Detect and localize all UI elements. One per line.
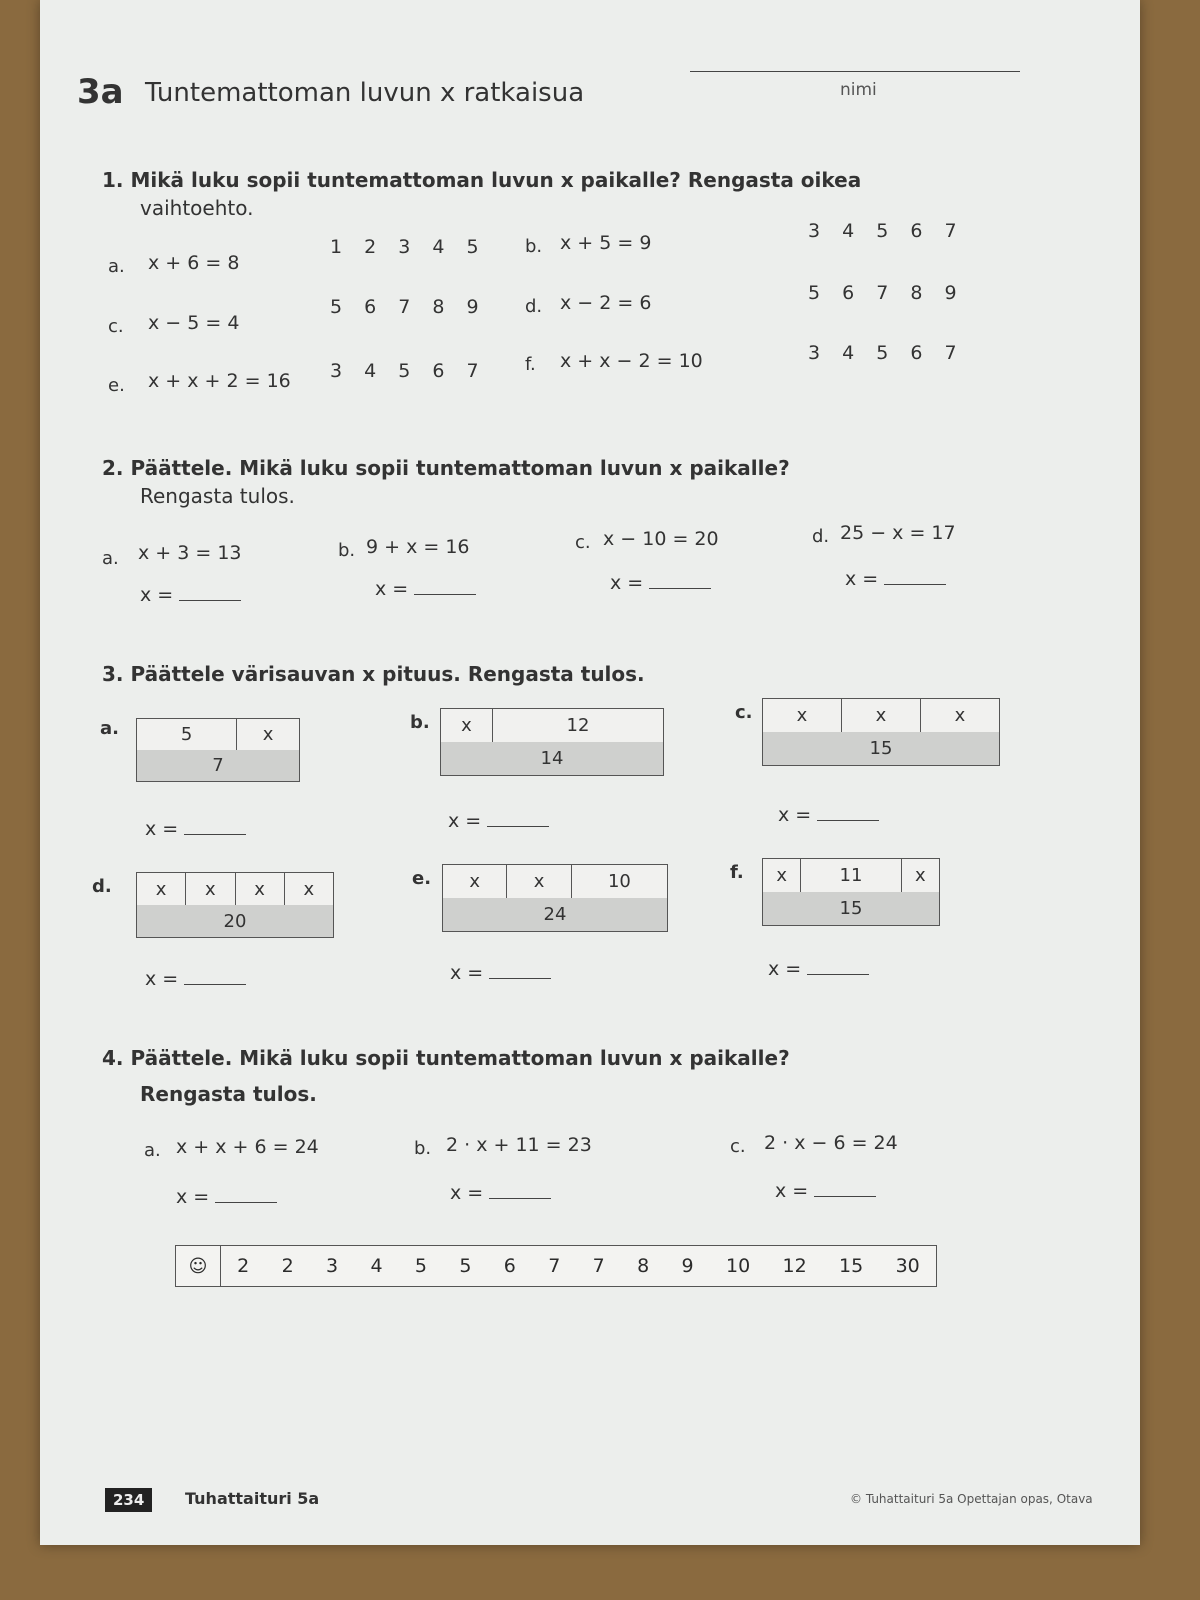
bar-segment: x bbox=[763, 859, 801, 892]
task1-a-label: a. bbox=[108, 256, 125, 277]
task3-title: 3. Päättele värisauvan x pituus. Rengasta tulos. bbox=[102, 662, 645, 686]
task4-c-equation: 2 · x − 6 = 24 bbox=[764, 1132, 898, 1154]
task3-b-answer[interactable]: x = bbox=[448, 810, 549, 832]
task2-a-answer[interactable]: x = bbox=[140, 584, 241, 606]
number-option[interactable]: 15 bbox=[839, 1255, 864, 1277]
number-option[interactable]: 8 bbox=[637, 1255, 650, 1277]
task1-a-equation: x + 6 = 8 bbox=[148, 252, 240, 274]
bar-total: 15 bbox=[839, 898, 863, 919]
number-option[interactable]: 9 bbox=[681, 1255, 694, 1277]
task2-c-label: c. bbox=[575, 532, 591, 553]
bar-segment: 11 bbox=[801, 859, 901, 892]
task3-c-label: c. bbox=[735, 702, 753, 723]
task1-title-cont: vaihtoehto. bbox=[140, 196, 254, 220]
task3-d-bar bbox=[136, 872, 334, 938]
task2-d-label: d. bbox=[812, 526, 830, 547]
bar-total: 20 bbox=[223, 910, 247, 932]
bar-segment: 12 bbox=[566, 715, 590, 736]
task3-a-answer[interactable]: x = bbox=[145, 818, 246, 840]
task1-c-label: c. bbox=[108, 316, 124, 337]
bar-segment: x bbox=[137, 873, 186, 905]
task3-f-answer[interactable]: x = bbox=[768, 958, 869, 980]
number-list bbox=[221, 1255, 936, 1277]
answer-number-row bbox=[175, 1245, 937, 1287]
task4-b-answer[interactable]: x = bbox=[450, 1182, 551, 1204]
number-option[interactable]: 5 bbox=[459, 1255, 472, 1277]
number-option[interactable]: 12 bbox=[782, 1255, 807, 1277]
task2-c-equation: x − 10 = 20 bbox=[603, 528, 719, 550]
task4-c-label: c. bbox=[730, 1136, 746, 1157]
chapter-number: 3a bbox=[77, 72, 124, 112]
task1-a-options[interactable]: 1 2 3 4 5 bbox=[330, 236, 479, 258]
number-option[interactable]: 7 bbox=[592, 1255, 605, 1277]
book-title: Tuhattaituri 5a bbox=[185, 1489, 320, 1508]
name-line bbox=[690, 70, 1020, 72]
task3-a-bar bbox=[136, 718, 300, 782]
number-option[interactable]: 2 bbox=[281, 1255, 294, 1277]
task1-b-options[interactable]: 3 4 5 6 7 bbox=[808, 220, 957, 242]
bar-segment: x bbox=[507, 865, 571, 898]
task4-c-answer[interactable]: x = bbox=[775, 1180, 876, 1202]
task1-d-equation: x − 2 = 6 bbox=[560, 292, 652, 314]
task1-c-options[interactable]: 5 6 7 8 9 bbox=[330, 296, 479, 318]
task3-d-label: d. bbox=[92, 876, 112, 897]
task2-a-label: a. bbox=[102, 548, 119, 569]
bar-segment: x bbox=[443, 865, 507, 898]
bar-segment: x bbox=[441, 709, 493, 742]
number-option[interactable]: 5 bbox=[414, 1255, 428, 1277]
task4-title: 4. Päättele. Mikä luku sopii tuntemattoman luvun x paikalle? bbox=[102, 1046, 790, 1070]
task3-e-label: e. bbox=[412, 868, 432, 889]
task1-d-options[interactable]: 5 6 7 8 9 bbox=[808, 282, 957, 304]
task2-d-answer[interactable]: x = bbox=[845, 568, 946, 590]
page-title: Tuntemattoman luvun x ratkaisua bbox=[145, 78, 585, 108]
task2-title-cont: Rengasta tulos. bbox=[140, 484, 295, 508]
task4-b-equation: 2 · x + 11 = 23 bbox=[446, 1134, 592, 1156]
bar-total: 15 bbox=[869, 738, 893, 759]
bar-segment: x bbox=[954, 705, 966, 726]
task1-b-label: b. bbox=[525, 236, 543, 257]
bar-segment: x bbox=[303, 878, 315, 900]
task3-c-bar bbox=[762, 698, 1000, 766]
task2-a-equation: x + 3 = 13 bbox=[138, 542, 242, 564]
task1-f-equation: x + x − 2 = 10 bbox=[560, 350, 703, 372]
task2-d-equation: 25 − x = 17 bbox=[840, 522, 956, 544]
task4-title-cont: Rengasta tulos. bbox=[140, 1082, 317, 1106]
task3-f-label: f. bbox=[730, 862, 744, 883]
number-option[interactable]: 10 bbox=[725, 1255, 751, 1277]
number-option[interactable]: 7 bbox=[548, 1255, 561, 1277]
page-number: 234 bbox=[105, 1488, 152, 1512]
smiley-icon: ☺ bbox=[176, 1246, 221, 1286]
bar-segment: x bbox=[262, 724, 274, 745]
task4-b-label: b. bbox=[414, 1138, 432, 1159]
name-label: nimi bbox=[840, 80, 877, 100]
task1-e-label: e. bbox=[108, 375, 125, 396]
task1-f-options[interactable]: 3 4 5 6 7 bbox=[808, 342, 957, 364]
bar-total: 7 bbox=[212, 755, 224, 776]
task2-b-label: b. bbox=[338, 540, 356, 561]
task3-d-answer[interactable]: x = bbox=[145, 968, 246, 990]
task3-c-answer[interactable]: x = bbox=[778, 804, 879, 826]
task4-a-label: a. bbox=[144, 1140, 161, 1161]
number-option[interactable]: 30 bbox=[895, 1255, 920, 1277]
number-option[interactable]: 2 bbox=[237, 1255, 250, 1277]
bar-segment: 5 bbox=[137, 719, 237, 750]
bar-total: 14 bbox=[540, 748, 564, 769]
number-option[interactable]: 4 bbox=[370, 1255, 383, 1277]
bar-segment: x bbox=[915, 865, 926, 886]
worksheet-page bbox=[40, 0, 1140, 1545]
copyright-text: © Tuhattaituri 5a Opettajan opas, Otava bbox=[850, 1492, 1093, 1506]
task1-e-equation: x + x + 2 = 16 bbox=[148, 370, 291, 392]
task3-f-bar bbox=[762, 858, 940, 926]
bar-segment: x bbox=[763, 699, 842, 732]
task2-c-answer[interactable]: x = bbox=[610, 572, 711, 594]
task3-b-label: b. bbox=[410, 712, 430, 733]
task1-title: 1. Mikä luku sopii tuntemattoman luvun x paikalle? Rengasta oikea bbox=[102, 168, 862, 192]
task1-b-equation: x + 5 = 9 bbox=[560, 232, 652, 254]
task2-b-answer[interactable]: x = bbox=[375, 578, 476, 600]
task4-a-equation: x + x + 6 = 24 bbox=[176, 1136, 319, 1158]
task3-a-label: a. bbox=[100, 718, 119, 739]
task1-c-equation: x − 5 = 4 bbox=[148, 312, 240, 334]
number-option[interactable]: 6 bbox=[503, 1255, 516, 1277]
task1-e-options[interactable]: 3 4 5 6 7 bbox=[330, 360, 479, 382]
task2-b-equation: 9 + x = 16 bbox=[366, 536, 470, 558]
bar-total: 24 bbox=[543, 904, 567, 925]
task4-a-answer[interactable]: x = bbox=[176, 1186, 277, 1208]
bar-segment: x bbox=[842, 699, 921, 732]
number-option[interactable]: 3 bbox=[326, 1255, 339, 1277]
bar-segment: 10 bbox=[607, 871, 631, 892]
task2-title: 2. Päättele. Mikä luku sopii tuntemattoman luvun x paikalle? bbox=[102, 456, 790, 480]
task1-d-label: d. bbox=[525, 296, 543, 317]
bar-segment: x bbox=[186, 873, 235, 905]
task1-f-label: f. bbox=[525, 354, 536, 375]
task3-e-bar bbox=[442, 864, 668, 932]
task3-e-answer[interactable]: x = bbox=[450, 962, 551, 984]
task3-b-bar bbox=[440, 708, 664, 776]
bar-segment: x bbox=[236, 873, 285, 905]
